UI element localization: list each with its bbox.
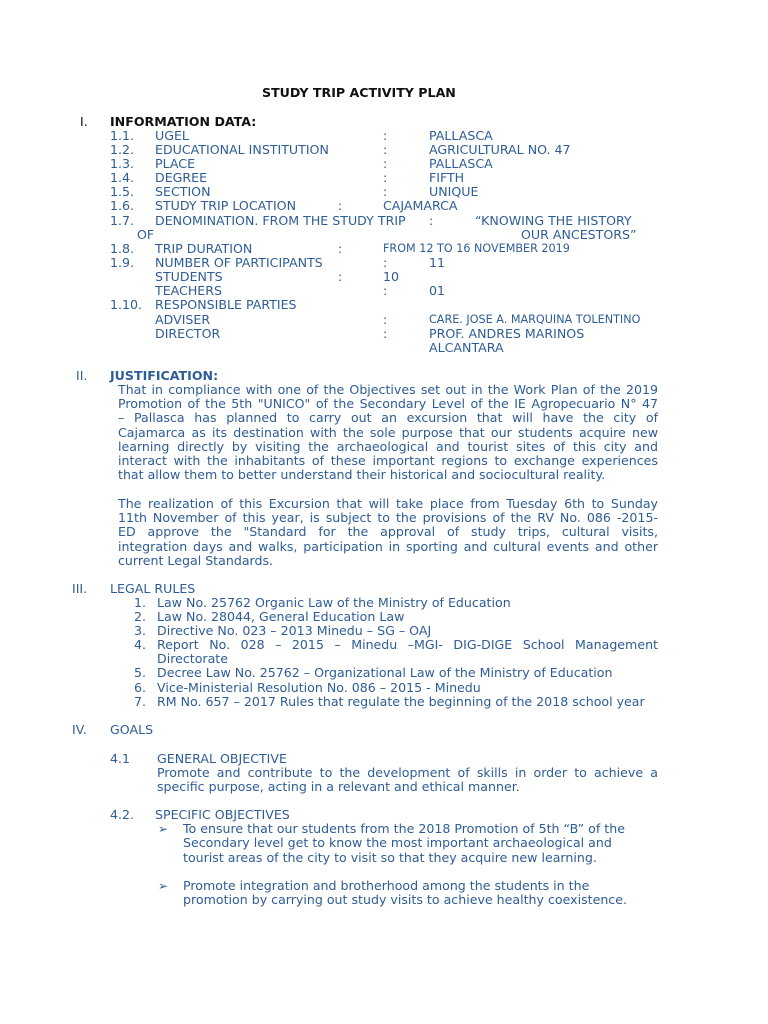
info-row-colon: : bbox=[338, 269, 343, 284]
info-row-num: 1.3. bbox=[110, 156, 135, 171]
document-title: STUDY TRIP ACTIVITY PLAN bbox=[262, 85, 456, 100]
info-row-num: 1.6. bbox=[110, 198, 135, 213]
info-row-num: 1.8. bbox=[110, 241, 135, 256]
info-row-continuation-left: OF bbox=[137, 227, 155, 242]
info-row-num: 1.7. bbox=[110, 213, 135, 228]
list-item: Report No. 028 – 2015 – Minedu –MGI- DIG-DIGE School Management bbox=[157, 637, 658, 652]
paragraph-line: Promotion of the 5th "UNICO" of the Secondary Level of the IE Agropecuario N° 47 bbox=[118, 396, 658, 412]
list-item-number: 2. bbox=[134, 609, 147, 624]
list-item-number: 1. bbox=[134, 595, 147, 610]
info-row-label: EDUCATIONAL INSTITUTION bbox=[155, 142, 329, 157]
info-row-label: STUDENTS bbox=[155, 269, 223, 284]
paragraph-line: integration days and walks, participation in sporting and cultural events and other bbox=[118, 538, 658, 554]
list-item-number: 6. bbox=[134, 680, 147, 695]
info-row-value: 10 bbox=[383, 269, 400, 284]
info-row-value: CAJAMARCA bbox=[383, 198, 458, 213]
list-item: Decree Law No. 25762 – Organizational Law of the Ministry of Education bbox=[157, 665, 613, 680]
section-heading-info: INFORMATION DATA: bbox=[110, 114, 257, 129]
info-row-label: STUDY TRIP LOCATION bbox=[155, 198, 297, 213]
info-row-colon: : bbox=[383, 312, 388, 327]
info-row-colon: : bbox=[383, 170, 388, 185]
list-item: RM No. 657 – 2017 Rules that regulate the beginning of the 2018 school year bbox=[157, 694, 645, 709]
info-row-num: 1.5. bbox=[110, 184, 135, 199]
info-row-value: PROF. ANDRES MARINOS bbox=[429, 326, 585, 341]
info-row-label: SECTION bbox=[155, 184, 211, 199]
info-row-num: 1.9. bbox=[110, 255, 135, 270]
subsection-number: 4.2. bbox=[110, 807, 135, 822]
paragraph-line: current Legal Standards. bbox=[118, 552, 274, 568]
info-row-label: TRIP DURATION bbox=[155, 241, 253, 256]
section-number-info: I. bbox=[80, 114, 88, 129]
general-objective-text-continuation: specific purpose, acting in a relevant and ethical manner. bbox=[157, 779, 520, 794]
info-row-colon: : bbox=[383, 326, 388, 341]
section-heading-justification: JUSTIFICATION: bbox=[110, 368, 219, 383]
subsection-number: 4.1 bbox=[110, 751, 131, 766]
info-row-value: AGRICULTURAL NO. 47 bbox=[429, 142, 571, 157]
info-row-num: 1.10. bbox=[110, 297, 143, 312]
info-row-value: PALLASCA bbox=[429, 156, 493, 171]
info-row-continuation-right: OUR ANCESTORS” bbox=[521, 227, 637, 242]
info-row-colon: : bbox=[383, 184, 388, 199]
info-row-value: “KNOWING THE HISTORY bbox=[475, 213, 632, 228]
info-row-label: TEACHERS bbox=[155, 283, 223, 298]
list-item: Directive No. 023 – 2013 Minedu – SG – OAJ bbox=[157, 623, 432, 638]
info-row-label: RESPONSIBLE PARTIES bbox=[155, 297, 297, 312]
info-row-colon: : bbox=[383, 128, 388, 143]
justification-paragraph-2 bbox=[118, 497, 658, 568]
section-number-goals: IV. bbox=[72, 722, 87, 737]
info-row-label: DIRECTOR bbox=[155, 326, 221, 341]
info-row-label: UGEL bbox=[155, 128, 189, 143]
info-row-value: 01 bbox=[429, 283, 446, 298]
paragraph-line: interact with the inhabitants of these important regions to exchange experiences bbox=[118, 453, 658, 469]
section-number-legal: III. bbox=[72, 581, 88, 596]
paragraph-line: Cajamarca as its destination with the sole purpose that our students acquire new bbox=[118, 424, 658, 440]
paragraph-line: 11th November of this year, is subject to the provisions of the RV No. 086 -2015- bbox=[118, 510, 658, 526]
info-row-num: 1.2. bbox=[110, 142, 135, 157]
paragraph-line: The realization of this Excursion that will take place from Tuesday 6th to Sunday bbox=[118, 496, 658, 511]
info-row-value: PALLASCA bbox=[429, 128, 493, 143]
info-row-value: UNIQUE bbox=[429, 184, 479, 199]
info-row-value: CARE. JOSE A. MARQUINA TOLENTINO bbox=[429, 313, 641, 326]
paragraph-line: – Pallasca has planned to carry out an excursion that will have the city of bbox=[118, 410, 658, 426]
list-item-number: 3. bbox=[134, 623, 147, 638]
subsection-heading-general-objective: GENERAL OBJECTIVE bbox=[157, 751, 287, 766]
info-row-colon: : bbox=[383, 156, 388, 171]
specific-objective-item: Promote integration and brotherhood among the students in the bbox=[183, 878, 590, 893]
specific-objective-item-continuation: promotion by carrying out study visits to achieve healthy coexistence. bbox=[183, 892, 627, 907]
info-row-value: FIFTH bbox=[429, 170, 465, 185]
general-objective-text: Promote and contribute to the development of skills in order to achieve a bbox=[157, 765, 658, 780]
info-row-label: NUMBER OF PARTICIPANTS bbox=[155, 255, 323, 270]
list-item-number: 7. bbox=[134, 694, 147, 709]
info-row-colon: : bbox=[338, 241, 343, 256]
info-row-label: ADVISER bbox=[155, 312, 211, 327]
arrow-bullet-icon: ➢ bbox=[158, 879, 169, 893]
list-item-number: 4. bbox=[134, 637, 147, 652]
paragraph-line: that allow them to better understand their historical and sociocultural reality. bbox=[118, 467, 606, 483]
info-row-colon: : bbox=[383, 283, 388, 298]
info-row-colon: : bbox=[338, 198, 343, 213]
list-item-number: 5. bbox=[134, 665, 147, 680]
subsection-heading-specific-objectives: SPECIFIC OBJECTIVES bbox=[155, 807, 290, 822]
info-row-label: PLACE bbox=[155, 156, 196, 171]
info-row-colon: : bbox=[429, 213, 434, 228]
info-row-value-continuation: ALCANTARA bbox=[429, 340, 504, 355]
info-row-label: DEGREE bbox=[155, 170, 208, 185]
section-heading-legal: LEGAL RULES bbox=[110, 581, 196, 596]
arrow-bullet-icon: ➢ bbox=[158, 822, 169, 836]
list-item: Law No. 25762 Organic Law of the Ministry of Education bbox=[157, 595, 511, 610]
info-row-label: DENOMINATION. FROM THE STUDY TRIP bbox=[155, 213, 406, 228]
info-row-value: 11 bbox=[429, 255, 446, 270]
section-heading-goals: GOALS bbox=[110, 722, 154, 737]
specific-objective-item-continuation: tourist areas of the city to visit so that they acquire new learning. bbox=[183, 850, 597, 865]
specific-objective-item-continuation: Secondary level get to know the most important archaeological and bbox=[183, 835, 612, 850]
list-item-continuation: Directorate bbox=[157, 651, 228, 666]
info-row-num: 1.4. bbox=[110, 170, 135, 185]
info-row-colon: : bbox=[383, 255, 388, 270]
info-row-colon: : bbox=[383, 142, 388, 157]
paragraph-line: learning directly by visiting the archaeological and tourist sites of this city and bbox=[118, 438, 658, 454]
section-number-justification: II. bbox=[76, 368, 88, 383]
paragraph-line: That in compliance with one of the Objectives set out in the Work Plan of the 2019 bbox=[118, 382, 658, 397]
specific-objective-item: To ensure that our students from the 2018 Promotion of 5th “B” of the bbox=[183, 821, 625, 836]
list-item: Law No. 28044, General Education Law bbox=[157, 609, 405, 624]
info-row-num: 1.1. bbox=[110, 128, 135, 143]
justification-paragraph-1 bbox=[118, 383, 658, 482]
list-item: Vice-Ministerial Resolution No. 086 – 2015 - Minedu bbox=[157, 680, 481, 695]
paragraph-line: ED approve the "Standard for the approval of study trips, cultural visits, bbox=[118, 524, 658, 540]
info-row-value: FROM 12 TO 16 NOVEMBER 2019 bbox=[383, 242, 570, 255]
